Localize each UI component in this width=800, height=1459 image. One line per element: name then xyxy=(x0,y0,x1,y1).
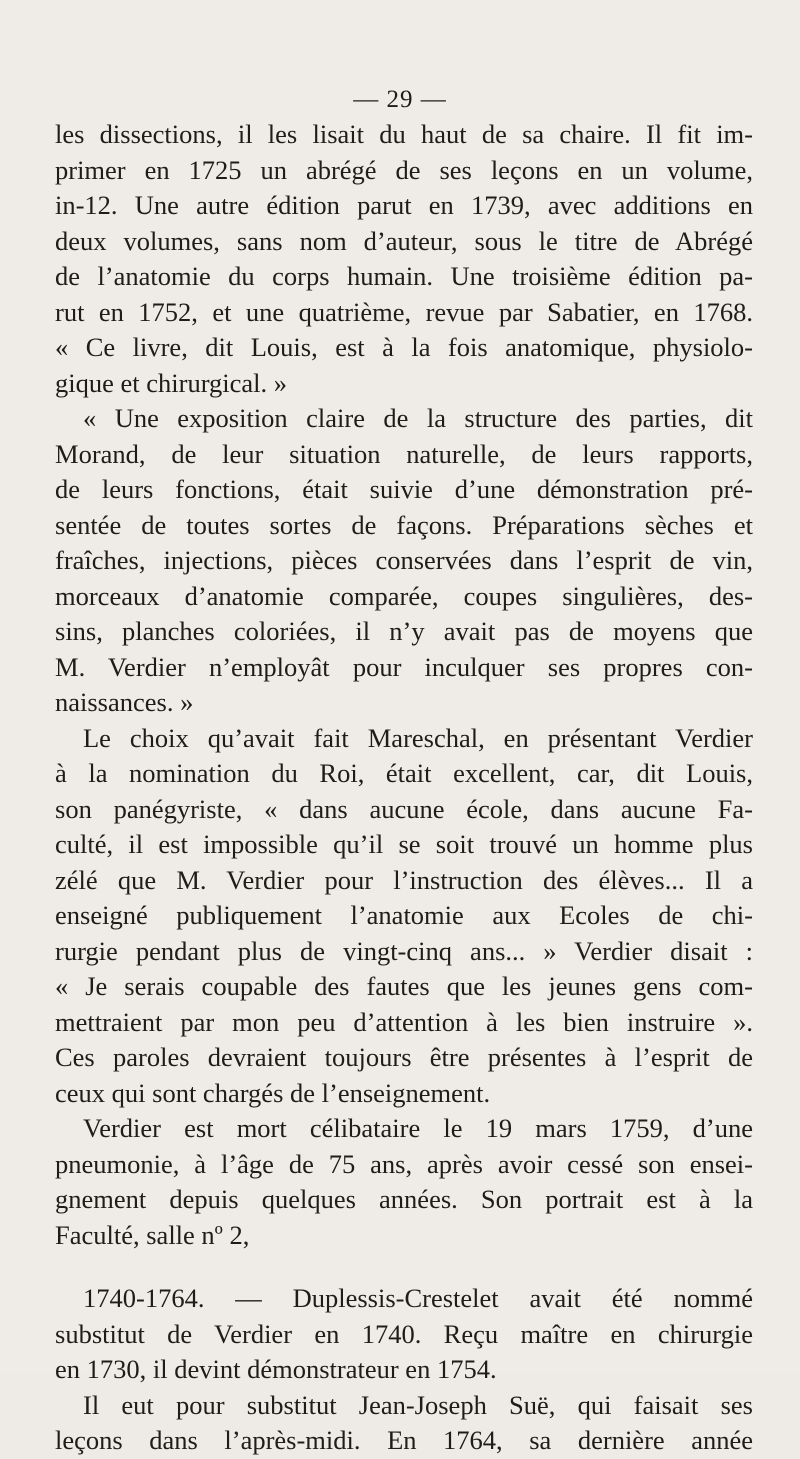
text-line: Morand, de leur situation naturelle, de leurs rapports, xyxy=(55,438,753,469)
body-text xyxy=(55,117,753,1459)
section-gap xyxy=(55,1253,753,1281)
text-line: substitut de Verdier en 1740. Reçu maître en chirurgie xyxy=(55,1318,753,1349)
text-line: M. Verdier n’employât pour inculquer ses propres con- xyxy=(55,651,753,682)
text-line: primer en 1725 un abrégé de ses leçons en un volume, xyxy=(55,154,753,185)
text-line: in-12. Une autre édition parut en 1739, avec additions en xyxy=(55,190,753,220)
text-line: « Je serais coupable des fautes que les jeunes gens com- xyxy=(55,971,753,1001)
text-line: pneumonie, à l’âge de 75 ans, après avoir cessé son ensei- xyxy=(55,1148,753,1179)
paragraph xyxy=(55,1388,753,1459)
text-line: morceaux d’anatomie comparée, coupes singulières, des- xyxy=(55,580,753,611)
text-line: en 1730, il devint démonstrateur en 1754. xyxy=(55,1354,497,1384)
paragraph xyxy=(55,401,753,721)
text-line: rut en 1752, et une quatrième, revue par Sabatier, en 1768. xyxy=(55,296,753,327)
text-line: rurgie pendant plus de vingt-cinq ans... » Verdier disait : xyxy=(55,935,753,966)
text-line: mettraient par mon peu d’attention à les bien instruire ». xyxy=(55,1006,753,1037)
text-line: deux volumes, sans nom d’auteur, sous le titre de Abrégé xyxy=(55,225,753,256)
text-line: sentée de toutes sortes de façons. Préparations sèches et xyxy=(55,509,753,540)
text-line: les dissections, il les lisait du haut de sa chaire. Il fit im- xyxy=(55,119,753,149)
text-line: « Une exposition claire de la structure des parties, dit xyxy=(83,403,753,433)
text-line: de l’anatomie du corps humain. Une troisième édition pa- xyxy=(55,261,753,291)
paragraph xyxy=(55,117,753,401)
text-line: culté, il est impossible qu’il se soit trouvé un homme plus xyxy=(55,829,753,859)
text-line: zélé que M. Verdier pour l’instruction des élèves... Il a xyxy=(55,864,753,895)
paragraph xyxy=(55,721,753,1112)
text-line: « Ce livre, dit Louis, est à la fois anatomique, physiolo- xyxy=(55,332,753,362)
text-line: sins, planches coloriées, il n’y avait pas de moyens que xyxy=(55,616,753,646)
text-line: son panégyriste, « dans aucune école, dans aucune Fa- xyxy=(55,793,753,824)
text-line: leçons dans l’après-midi. En 1764, sa dernière année xyxy=(55,1425,753,1455)
text-line: à la nomination du Roi, était excellent, car, dit Louis, xyxy=(55,758,753,788)
paragraph xyxy=(55,1281,753,1388)
page-number: — 29 — xyxy=(353,86,447,113)
text-line: Verdier est mort célibataire le 19 mars 1759, d’une xyxy=(83,1113,753,1143)
paragraph xyxy=(55,1111,753,1253)
text-line: Faculté, salle nº 2, xyxy=(55,1219,250,1250)
text-line: fraîches, injections, pièces conservées dans l’esprit de vin, xyxy=(55,545,753,575)
text-line: ceux qui sont chargés de l’enseignement. xyxy=(55,1077,491,1108)
text-line: Il eut pour substitut Jean-Joseph Suë, qui faisait ses xyxy=(83,1389,753,1420)
text-line: gnement depuis quelques années. Son portrait est à la xyxy=(55,1184,753,1214)
text-line: naissances. » xyxy=(55,687,194,717)
text-line: enseigné publiquement l’anatomie aux Ecoles de chi- xyxy=(55,900,753,930)
text-line: 1740-1764. — Duplessis-Crestelet avait été nommé xyxy=(83,1283,753,1313)
text-line: Ces paroles devraient toujours être présentes à l’esprit de xyxy=(55,1042,753,1072)
text-line: de leurs fonctions, était suivie d’une démonstration pré- xyxy=(55,474,753,504)
text-line: gique et chirurgical. » xyxy=(55,367,288,398)
text-line: Le choix qu’avait fait Mareschal, en présentant Verdier xyxy=(83,722,753,753)
